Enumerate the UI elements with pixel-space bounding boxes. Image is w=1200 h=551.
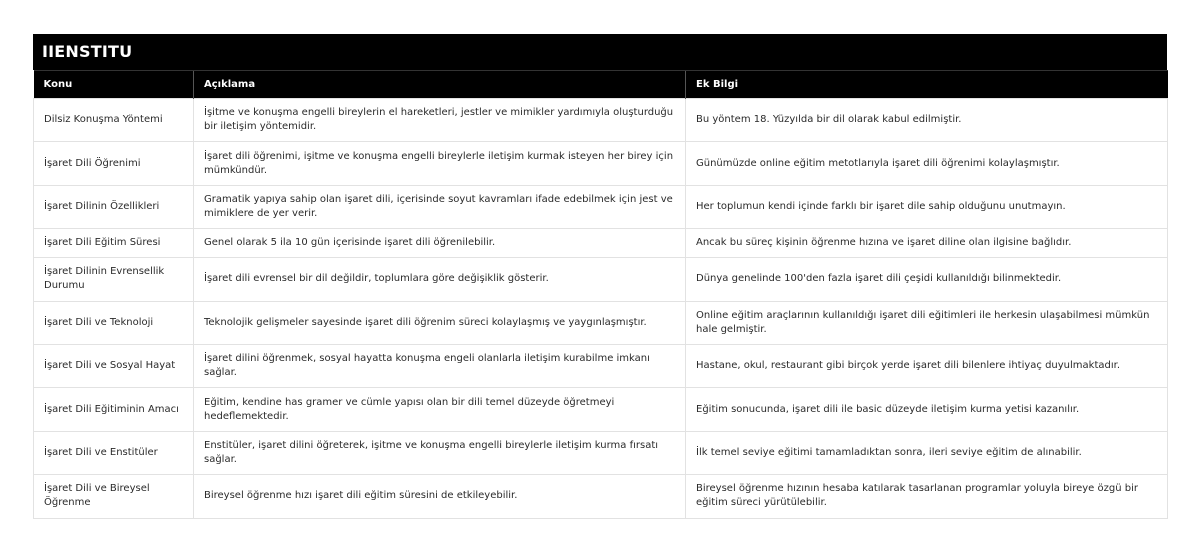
cell-ek-bilgi: Günümüzde online eğitim metotlarıyla işaret dili öğrenimi kolaylaşmıştır. [686, 142, 1168, 185]
cell-konu: İşaret Dili ve Bireysel Öğrenme [34, 475, 194, 518]
table-row [34, 388, 1168, 431]
table-row [34, 431, 1168, 474]
cell-konu: İşaret Dili Öğrenimi [34, 142, 194, 185]
table-row [34, 229, 1168, 258]
content-table-container [33, 34, 1167, 519]
cell-aciklama: İşaret dili öğrenimi, işitme ve konuşma engelli bireylerle iletişim kurmak isteyen her birey için mümkündür. [194, 142, 686, 185]
cell-konu: İşaret Dili ve Enstitüler [34, 431, 194, 474]
info-table [33, 70, 1168, 519]
cell-ek-bilgi: Ancak bu süreç kişinin öğrenme hızına ve işaret diline olan ilgisine bağlıdır. [686, 229, 1168, 258]
cell-ek-bilgi: İlk temel seviye eğitimi tamamladıktan sonra, ileri seviye eğitim de alınabilir. [686, 431, 1168, 474]
table-row [34, 301, 1168, 344]
cell-konu: İşaret Dili ve Sosyal Hayat [34, 344, 194, 387]
cell-konu: İşaret Dili Eğitim Süresi [34, 229, 194, 258]
cell-aciklama: İşitme ve konuşma engelli bireylerin el hareketleri, jestler ve mimikler yardımıyla oluşturduğu bir iletişim yöntemidir. [194, 99, 686, 142]
cell-aciklama: Bireysel öğrenme hızı işaret dili eğitim süresini de etkileyebilir. [194, 475, 686, 518]
cell-konu: İşaret Dilinin Özellikleri [34, 185, 194, 228]
header-konu: Konu [34, 71, 194, 99]
table-row [34, 185, 1168, 228]
cell-aciklama: Teknolojik gelişmeler sayesinde işaret dili öğrenim süreci kolaylaşmış ve yaygınlaşmıştır. [194, 301, 686, 344]
cell-ek-bilgi: Hastane, okul, restaurant gibi birçok yerde işaret dili bilenlere ihtiyaç duyulmaktadır. [686, 344, 1168, 387]
cell-ek-bilgi: Eğitim sonucunda, işaret dili ile basic düzeyde iletişim kurma yetisi kazanılır. [686, 388, 1168, 431]
cell-ek-bilgi: Dünya genelinde 100'den fazla işaret dili çeşidi kullanıldığı bilinmektedir. [686, 258, 1168, 301]
cell-konu: İşaret Dili Eğitiminin Amacı [34, 388, 194, 431]
cell-ek-bilgi: Online eğitim araçlarının kullanıldığı işaret dili eğitimleri ile herkesin ulaşabilmesi mümkün hale gelmiştir. [686, 301, 1168, 344]
table-header-row [34, 71, 1168, 99]
cell-aciklama: Eğitim, kendine has gramer ve cümle yapısı olan bir dili temel düzeyde öğretmeyi hedeflemektedir. [194, 388, 686, 431]
cell-aciklama: Gramatik yapıya sahip olan işaret dili, içerisinde soyut kavramları ifade edebilmek için jest ve mimiklere de yer verir. [194, 185, 686, 228]
header-ek-bilgi: Ek Bilgi [686, 71, 1168, 99]
table-row [34, 258, 1168, 301]
cell-konu: Dilsiz Konuşma Yöntemi [34, 99, 194, 142]
cell-ek-bilgi: Her toplumun kendi içinde farklı bir işaret dile sahip olduğunu unutmayın. [686, 185, 1168, 228]
table-row [34, 99, 1168, 142]
cell-ek-bilgi: Bireysel öğrenme hızının hesaba katılarak tasarlanan programlar yoluyla bireye özgü bir eğitim süreci yürütülebilir. [686, 475, 1168, 518]
table-row [34, 475, 1168, 518]
brand-title: IIENSTITU [33, 34, 1167, 70]
cell-konu: İşaret Dili ve Teknoloji [34, 301, 194, 344]
cell-aciklama: İşaret dilini öğrenmek, sosyal hayatta konuşma engeli olanlarla iletişim kurabilme imkanı sağlar. [194, 344, 686, 387]
cell-aciklama: Enstitüler, işaret dilini öğreterek, işitme ve konuşma engelli bireylerle iletişim kurma fırsatı sağlar. [194, 431, 686, 474]
cell-konu: İşaret Dilinin Evrensellik Durumu [34, 258, 194, 301]
cell-aciklama: Genel olarak 5 ila 10 gün içerisinde işaret dili öğrenilebilir. [194, 229, 686, 258]
cell-aciklama: İşaret dili evrensel bir dil değildir, toplumlara göre değişiklik gösterir. [194, 258, 686, 301]
cell-ek-bilgi: Bu yöntem 18. Yüzyılda bir dil olarak kabul edilmiştir. [686, 99, 1168, 142]
header-aciklama: Açıklama [194, 71, 686, 99]
table-row [34, 142, 1168, 185]
table-row [34, 344, 1168, 387]
